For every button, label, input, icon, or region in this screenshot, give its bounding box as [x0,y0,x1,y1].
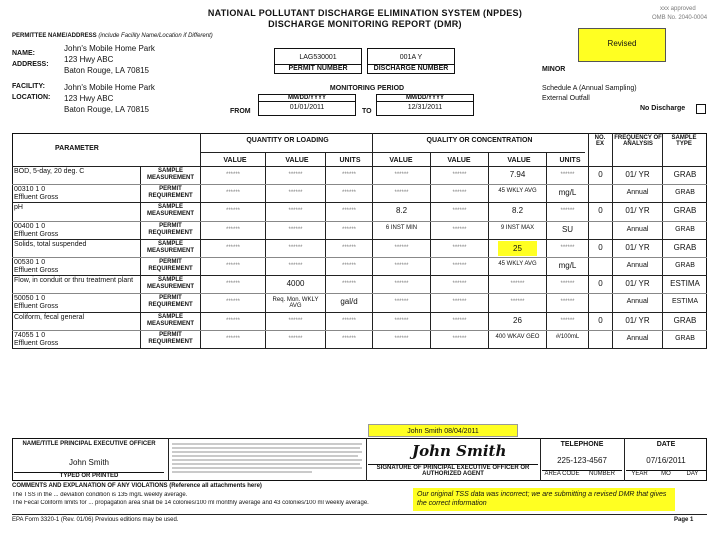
value-cell[interactable]: 45 WKLY AVG [498,261,537,267]
value-cell[interactable]: ****** [341,190,356,197]
comment-line-1: The TSS in the ... deviation condition is 135 mg/L weekly average. [12,492,188,498]
value-cell[interactable]: ****** [225,317,240,324]
parameter-cell [14,314,139,322]
value-cell[interactable]: ****** [452,226,467,233]
value-cell[interactable]: ****** [341,335,356,342]
col-freq-type-divider [662,133,663,349]
value-cell[interactable]: ****** [288,190,303,197]
value-cell[interactable]: Req. Mon. WKLY AVG [272,297,319,310]
frequency-cell[interactable]: Annual [626,262,649,269]
value-cell[interactable]: ****** [452,244,467,251]
qty-units-header: UNITS [339,157,361,164]
value-cell[interactable]: ****** [394,335,409,342]
frequency-cell[interactable]: 01/ YR [625,170,650,179]
frequency-cell[interactable]: 01/ YR [625,242,650,252]
omb-number: OMB No. 2040-0004 [652,15,708,21]
parameter-name: 00400 1 0 [14,222,46,230]
col-ex-freq-divider [612,133,613,349]
to-date-box[interactable] [376,94,474,116]
sample-type-cell[interactable]: GRAB [675,262,695,269]
row-divider [12,221,707,222]
frequency-cell[interactable]: Annual [626,298,649,306]
frequency-header: FREQUENCY OF ANALYSIS [614,135,662,147]
value-cell[interactable]: ****** [452,172,467,178]
to-date: 12/31/2011 [407,104,443,111]
day-label: DAY [679,470,706,477]
permit-number-box[interactable] [274,48,362,74]
sample-type-cell[interactable]: GRAB [673,242,697,252]
conc-value-3-header: VALUE [507,157,531,164]
discharge-number-label: DISCHARGE NUMBER [368,64,454,72]
frequency-cell[interactable]: 01/ YR [625,206,650,216]
date-value: 07/16/2011 [646,456,686,465]
parameter-name: Flow, in conduit or thru treatment plant [14,277,134,285]
value-cell[interactable]: ****** [288,263,303,269]
frequency-cell[interactable]: Annual [626,189,649,197]
value-cell[interactable]: ****** [452,208,467,215]
permit-requirement-label: PERMIT REQUIREMENT [148,295,193,309]
permittee-label-text: PERMITTEE NAME/ADDRESS [12,33,97,39]
row-divider [12,202,707,203]
sample-type-cell[interactable]: GRAB [675,189,695,197]
address-label: ADDRESS: [12,61,49,68]
to-label: TO [362,108,372,115]
value-cell[interactable]: ****** [560,244,575,251]
area-code-label: AREA CODE [542,470,582,477]
facility-label: FACILITY: [12,83,45,90]
parameter-name: Solids, total suspended [14,240,87,248]
frequency-cell[interactable]: Annual [626,225,649,233]
parameter-location: Effluent Gross [14,194,59,202]
parameter-location: Effluent Gross [14,303,59,311]
permit-requirement-label: PERMIT REQUIREMENT [148,222,193,236]
value-cell[interactable]: ****** [288,317,303,324]
value-cell[interactable]: #/100mL [555,333,580,340]
col-qty-conc-divider [372,133,373,349]
value-cell[interactable]: 8.2 [511,206,524,216]
value-cell[interactable]: ****** [560,208,575,215]
sig-divider-1 [168,438,169,481]
value-cell[interactable]: ****** [225,299,240,306]
value-cell[interactable]: ****** [452,335,467,342]
value-cell[interactable]: 8.2 [395,206,408,216]
value-cell[interactable]: 26 [513,315,522,325]
month-label: MO [653,470,679,477]
value-cell[interactable]: 7.94 [509,170,526,179]
col-conc-divider-2 [488,152,489,349]
telephone-label: TELEPHONE [560,441,604,448]
no-ex-cell[interactable]: 0 [598,242,603,252]
value-cell[interactable]: ****** [225,190,240,197]
value-cell[interactable]: ****** [560,317,575,324]
value-cell[interactable]: ****** [394,190,409,197]
no-ex-cell[interactable]: 0 [598,315,603,325]
value-cell[interactable]: ****** [394,263,409,269]
value-cell[interactable]: ****** [288,244,303,251]
value-cell[interactable]: 45 WKLY AVG [498,188,537,195]
parameter-cell [14,168,139,176]
parameter-name: BOD, 5-day, 20 deg. C [14,168,85,175]
signature-annotation: John Smith 08/04/2011 [368,424,518,437]
qty-value-2-header: VALUE [285,157,309,164]
col-conc-ex-divider [588,133,589,349]
row-divider [12,257,707,258]
sample-type-cell[interactable]: GRAB [673,315,697,325]
date-label: DATE [656,441,676,448]
parameter-cell [14,204,139,212]
value-cell[interactable]: ****** [394,281,409,288]
parameter-cell [14,277,139,285]
value-cell[interactable]: mg/L [558,261,577,270]
parameter-cell [14,223,139,239]
facility-value: John's Mobile Home Park [64,83,155,92]
value-cell[interactable]: ****** [288,208,303,215]
parameter-name: pH [14,204,23,212]
name-value: John's Mobile Home Park [64,44,155,53]
value-cell[interactable]: ****** [225,226,240,233]
value-cell[interactable]: ****** [452,299,467,306]
value-cell[interactable]: ****** [225,281,240,288]
frequency-cell[interactable]: Annual [626,334,649,342]
row-divider [12,293,707,294]
minor-label: MINOR [542,66,566,73]
permittee-note: (include Facility Name/Location if Different) [98,33,213,39]
row-divider [12,348,707,349]
parameter-cell [14,186,139,202]
address-line1: 123 Hwy ABC [64,55,114,64]
address-line2: Baton Rouge, LA 70815 [64,66,149,75]
outfall-text: External Outfall [542,95,590,102]
sample-measurement-label: SAMPLE MEASUREMENT [146,168,194,181]
value-cell[interactable]: 4000 [286,279,305,289]
value-cell[interactable]: ****** [452,263,467,269]
form-title: NATIONAL POLLUTANT DISCHARGE ELIMINATION SYSTEM (NPDES) [207,8,523,18]
parameter-cell [14,259,139,275]
to-format: MM/DD/YYYY [377,95,473,102]
permit-requirement-label: PERMIT REQUIREMENT [148,259,193,272]
value-cell[interactable]: 9 INST MAX [500,224,535,231]
officer-name: John Smith [68,458,110,467]
from-format: MM/DD/YYYY [259,95,355,102]
value-cell[interactable]: ****** [510,299,525,306]
row-divider [12,275,707,276]
value-cell[interactable]: mg/L [558,188,577,198]
location-line2: Baton Rouge, LA 70815 [64,105,149,114]
value-cell[interactable]: ****** [341,317,356,324]
certification-text-lines [172,441,364,477]
row-divider [12,330,707,331]
parameter-name: 00310 1 0 [14,186,46,194]
parameter-name: 74055 1 0 [14,331,46,339]
value-cell[interactable]: ****** [225,263,240,269]
col-conc-divider-3 [546,152,547,349]
value-cell[interactable]: ****** [341,208,356,215]
header-divider [200,152,585,153]
row-divider [12,312,707,313]
col-conc-divider-1 [430,152,431,349]
parameter-cell [14,295,139,311]
parameter-cell [14,332,139,348]
permit-requirement-label: PERMIT REQUIREMENT [148,331,193,345]
parameter-name: 00530 1 0 [14,259,46,266]
from-date: 01/01/2011 [289,104,325,111]
sample-type-cell[interactable]: GRAB [675,225,695,233]
qty-value-1-header: VALUE [223,157,247,164]
telephone-value: 225-123-4567 [557,456,607,465]
typed-label: TYPED OR PRINTED [14,472,164,479]
value-cell[interactable]: 25 [498,241,537,256]
frequency-cell[interactable]: 01/ YR [625,315,650,325]
value-cell[interactable]: ****** [394,299,409,306]
value-cell[interactable]: ****** [225,208,240,215]
sample-type-cell[interactable]: ESTIMA [671,298,699,306]
value-cell[interactable]: 400 WKAV GEO [495,333,540,340]
discharge-number-value: 001A Y [399,54,423,61]
no-discharge-label: No Discharge [640,105,686,112]
revised-label: Revised [607,39,637,48]
value-cell[interactable]: ****** [560,299,575,306]
sample-measurement-label: SAMPLE MEASUREMENT [146,277,194,291]
number-label: NUMBER [582,470,622,477]
parameter-location: Effluent Gross [14,267,59,274]
quantity-header: QUANTITY OR LOADING [246,137,329,144]
parameter-name: 50050 1 0 [14,295,46,303]
officer-label: NAME/TITLE PRINCIPAL EXECUTIVE OFFICER [22,441,156,447]
footer-right: Page 1 [674,517,694,523]
conc-value-2-header: VALUE [447,157,471,164]
revised-highlight [578,28,666,62]
value-cell[interactable]: ****** [452,281,467,288]
col-sample-qty-divider [200,133,201,349]
value-cell[interactable]: ****** [560,281,575,288]
value-cell[interactable]: gal/d [340,297,358,307]
from-label: FROM [230,108,251,115]
permit-number-value: LAG530001 [299,54,337,61]
certification-text [172,441,364,477]
from-date-box[interactable] [258,94,356,116]
value-cell[interactable]: ****** [452,317,467,324]
sample-type-cell[interactable]: GRAB [673,206,697,216]
schedule-text: Schedule A (Annual Sampling) [542,85,637,92]
col-qty-divider-2 [325,152,326,349]
sample-measurement-label: SAMPLE MEASUREMENT [146,240,194,254]
value-cell[interactable]: ****** [394,244,409,251]
discharge-number-box[interactable] [367,48,455,74]
value-cell[interactable]: ****** [510,281,525,288]
value-cell[interactable]: ****** [394,317,409,324]
form-subtitle: DISCHARGE MONITORING REPORT (DMR) [268,19,462,29]
parameter-header: PARAMETER [55,145,99,152]
value-cell[interactable]: ****** [225,335,240,342]
signature: John Smith [412,442,507,460]
permit-number-label: PERMIT NUMBER [275,64,361,72]
col-qty-divider-1 [265,152,266,349]
value-cell[interactable]: ****** [341,226,356,233]
row-divider [12,184,707,185]
value-cell[interactable]: ****** [225,172,240,178]
sample-type-cell[interactable]: GRAB [673,170,697,179]
header-bottom-line [12,166,707,167]
parameter-location: Effluent Gross [14,339,59,347]
sample-type-header: SAMPLE TYPE [671,135,697,147]
location-line1: 123 Hwy ABC [64,94,114,103]
conc-units-header: UNITS [559,157,581,164]
value-cell[interactable]: 6 INST MIN [385,224,418,231]
sig-divider-3 [540,438,541,481]
value-cell[interactable]: ****** [225,244,240,251]
value-cell[interactable]: ****** [341,244,356,251]
frequency-cell[interactable]: 01/ YR [625,279,650,289]
omb-approved: xxx approved [660,6,696,12]
sample-measurement-label: SAMPLE MEASUREMENT [146,204,194,218]
value-cell[interactable]: ****** [288,335,303,342]
sample-measurement-label: SAMPLE MEASUREMENT [146,313,194,327]
parameter-location: Effluent Gross [14,230,59,238]
value-cell[interactable]: SU [561,224,574,234]
permittee-section-label [12,33,213,39]
value-cell[interactable]: ****** [394,172,409,178]
sig-divider-4 [624,438,625,481]
sig-divider-2 [366,438,367,481]
value-cell[interactable]: ****** [341,263,356,269]
year-label: YEAR [626,470,653,477]
no-ex-cell[interactable]: 0 [598,170,603,179]
value-cell[interactable]: ****** [452,190,467,197]
value-cell[interactable]: ****** [288,172,303,178]
parameter-name: Coliform, fecal general [14,313,85,321]
value-cell[interactable]: ****** [341,172,356,178]
footer-line [12,514,707,515]
revision-note: Our original TSS data was incorrect; we are submitting a revised DMR that gives the correct information [413,488,675,511]
footer-left: EPA Form 3320-1 (Rev. 01/06) Previous editions may be used. [12,517,179,523]
comment-line-2: The Fecal Coliform limits for ... propagation area shall be 14 colonies/100 ml monthly average and 43 colonies/100 ml weekly average. [12,500,369,506]
comments-label: COMMENTS AND EXPLANATION OF ANY VIOLATIONS (Reference all attachments here) [12,483,262,489]
no-ex-cell[interactable]: 0 [598,206,603,216]
conc-value-1-header: VALUE [389,157,413,164]
name-label: NAME: [12,50,35,57]
sample-type-cell[interactable]: GRAB [675,334,695,342]
no-discharge-checkbox[interactable] [696,104,706,114]
quality-header: QUALITY OR CONCENTRATION [426,137,533,144]
value-cell[interactable]: ****** [288,226,303,233]
row-divider [12,239,707,240]
parameter-cell [14,241,139,249]
monitoring-period-label: MONITORING PERIOD [329,85,405,92]
value-cell[interactable]: ****** [560,172,575,178]
signature-label: SIGNATURE OF PRINCIPAL EXECUTIVE OFFICER OR AUTHORIZED AGENT [368,464,538,477]
no-ex-cell[interactable]: 0 [598,279,603,289]
value-cell[interactable]: ****** [341,281,356,288]
sample-type-cell[interactable]: ESTIMA [670,279,700,289]
location-label: LOCATION: [12,94,51,101]
no-ex-header: NO. EX [594,135,606,147]
permit-requirement-label: PERMIT REQUIREMENT [148,186,193,200]
